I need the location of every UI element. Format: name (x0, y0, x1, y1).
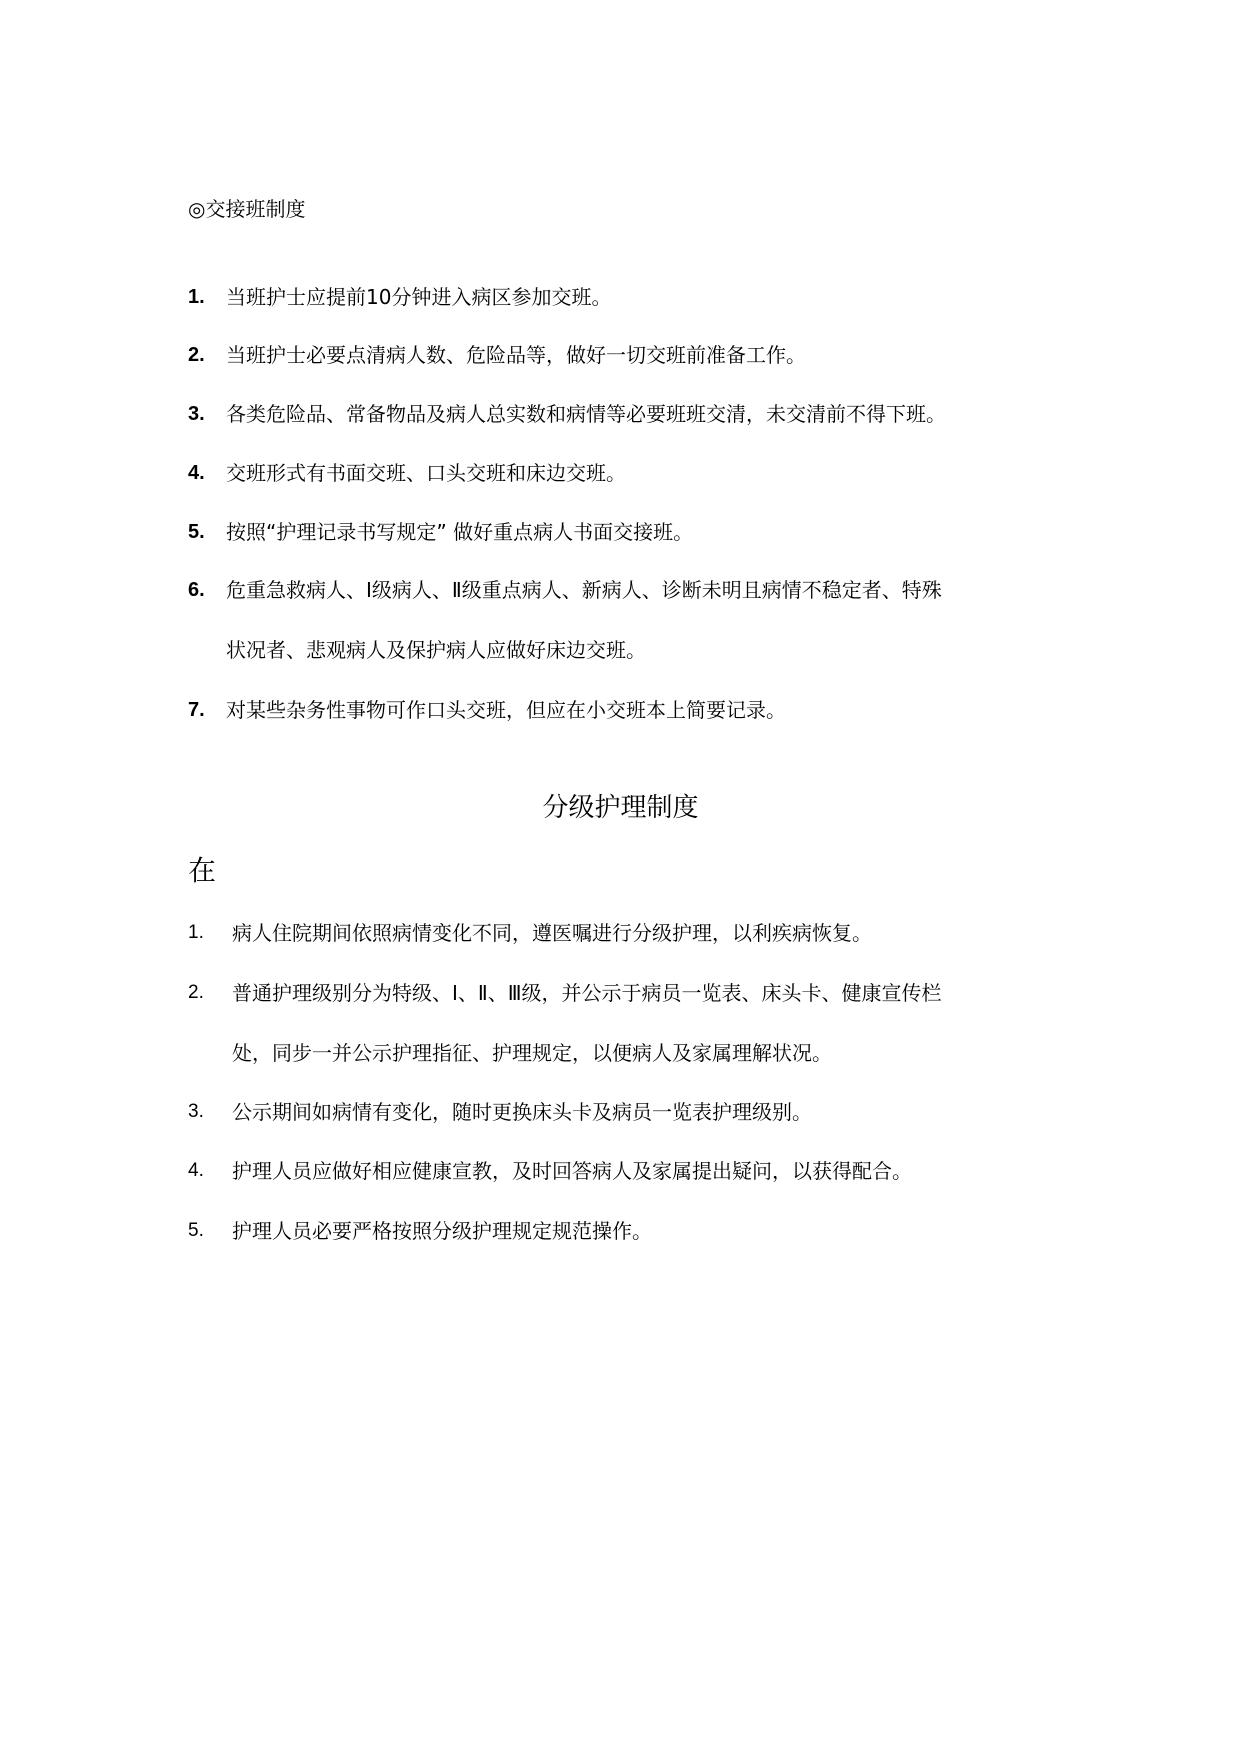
stray-character: 在 (188, 854, 217, 887)
item-text: 各类危险品、常备物品及病人总实数和病情等必要班班交清，未交清前不得下班。 (226, 402, 946, 426)
item-text: 普通护理级别分为特级、Ⅰ、Ⅱ、Ⅲ级，并公示于病员一览表、床头卡、健康宣传栏 (232, 981, 942, 1005)
item-number: 4. (188, 462, 205, 484)
item-number: 4. (188, 1160, 204, 1181)
item-text: 护理人员应做好相应健康宣教，及时回答病人及家属提出疑问，以获得配合。 (232, 1159, 912, 1183)
item-text: 病人住院期间依照病情变化不同，遵医嘱进行分级护理，以利疾病恢复。 (232, 921, 872, 945)
item-number: 5. (188, 521, 205, 543)
item-number: 1. (188, 286, 205, 308)
item-number: 3. (188, 1101, 204, 1122)
shift-handover-heading: ◎交接班制度 (188, 197, 306, 221)
item-text: 当班护士必要点清病人数、危险品等，做好一切交班前准备工作。 (226, 343, 806, 367)
item-text: 按照“护理记录书写规定” 做好重点病人书面交接班。 (226, 520, 694, 544)
item-number: 7. (188, 699, 205, 721)
grading-care-title: 分级护理制度 (542, 793, 699, 823)
item-text: 当班护士应提前10分钟进入病区参加交班。 (226, 285, 612, 309)
item-number: 3. (188, 403, 205, 425)
item-text: 公示期间如病情有变化，随时更换床头卡及病员一览表护理级别。 (232, 1100, 812, 1124)
item-text: 状况者、悲观病人及保护病人应做好床边交班。 (226, 638, 646, 662)
item-text: 危重急救病人、Ⅰ级病人、Ⅱ级重点病人、新病人、诊断未明且病情不稳定者、特殊 (226, 578, 942, 602)
item-text: 交班形式有书面交班、口头交班和床边交班。 (226, 461, 626, 485)
item-number: 5. (188, 1220, 204, 1241)
item-text: 对某些杂务性事物可作口头交班，但应在小交班本上简要记录。 (226, 698, 786, 722)
item-number: 2. (188, 344, 205, 366)
item-text: 处，同步一并公示护理指征、护理规定，以便病人及家属理解状况。 (232, 1041, 832, 1065)
item-number: 1. (188, 922, 204, 943)
item-number: 2. (188, 982, 204, 1003)
item-number: 6. (188, 579, 205, 601)
item-text: 护理人员必要严格按照分级护理规定规范操作。 (232, 1219, 652, 1243)
